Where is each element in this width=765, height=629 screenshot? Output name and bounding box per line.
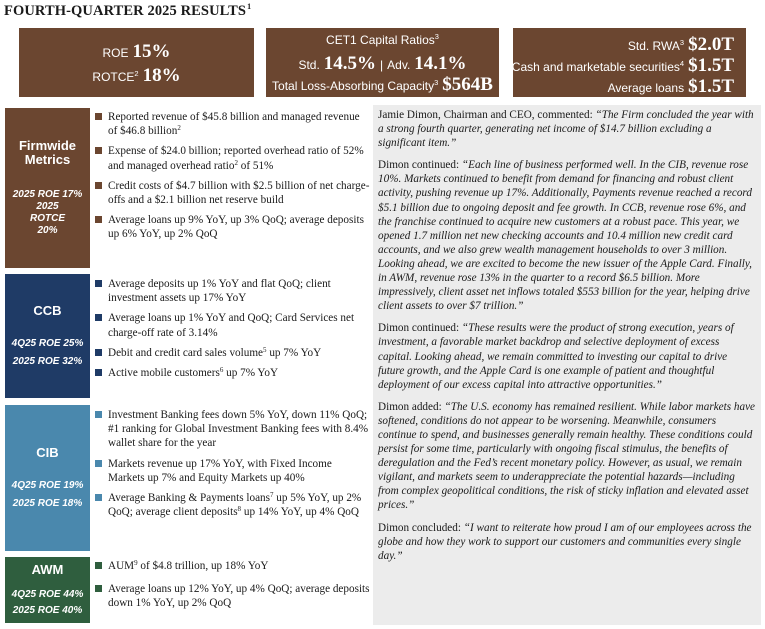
cash-value: $1.5T — [688, 55, 734, 76]
awm-bullets — [94, 559, 370, 617]
segment-awm: AWM 4Q25 ROE 44% 2025 ROE 40% — [5, 557, 90, 623]
list-item: Average loans up 12% YoY, up 4% QoQ; average deposits down 1% YoY, up 2% QoQ — [94, 582, 370, 610]
rotce-row: ROTCE$^2$ 18% — [92, 65, 181, 86]
list-item: Investment Banking fees down 5% YoY, down 11% QoQ; #1 ranking for Global Investment Banking fees with 8.4% wallet share for the year — [94, 408, 370, 451]
page-title: FOURTH-QUARTER 2025 RESULTS$^1$ — [4, 2, 252, 19]
quote-paragraph: Dimon continued: “Each line of business performed well. In the CIB, revenue rose 10%. Markets continued to benefit from demand for financing and robust client activity, pushing revenue up 17%. Additionally, Payments revenue reached a record $5.1 billion due to ongoing deposit and fee growth. In CCB, revenue rose 6%, and the franchise continued to acquire new customers at a robust pace. This year, we opened 1.7 million net new checking accounts and 10.4 million new credit card accounts, and we also grew wealth management households to over 3 million. Looking ahead, we are excited to become the new issuer of the Apple Card. Finally, in AWM, revenue rose 13% in the quarter to a record $6.5 billion. More impressively, client asset net inflows totaled $553 billion for the year, helping drive client assets to over $7 trillion.” — [378, 159, 752, 313]
rwa-row: Std. RWA$^3$ $2.0T — [627, 34, 734, 55]
segment-ccb: CCB 4Q25 ROE 25% 2025 ROE 32% — [5, 274, 90, 398]
tlac-row: Total Loss-Absorbing Capacity$^3$ $564B — [272, 74, 493, 95]
cet1-std-value: 14.5% — [323, 53, 377, 74]
kpi-box-returns — [19, 28, 254, 97]
list-item: Average Banking & Payments loans$^7$ up 5% YoY, up 2% QoQ; average client deposits$^8$ up 14% YoY, up 4% QoQ — [94, 491, 370, 519]
list-item: Average loans up 9% YoY, up 3% QoQ; average deposits up 6% YoY, up 2% QoQ — [94, 213, 370, 241]
quote-paragraph: Dimon concluded: “I want to reiterate how proud I am of our employees across the globe and how they work to support our customers and communities every single day.” — [378, 521, 752, 562]
quote-paragraph: Dimon added: “The U.S. economy has remained resilient. While labor markets have softened, conditions do not appear to be worsening. Meanwhile, consumers continue to spend, and businesses generally remain healthy. These conditions could persist for some time, particularly with ongoing fiscal stimulus, the benefits of deregulation and the Fed’s recent monetary policy. However, as usual, we remain vigilant, and markets seem to underappreciate the potential hazards—including from complex geopolitical conditions, the risk of sticky inflation and elevated asset prices.” — [378, 400, 756, 512]
segment-cib: CIB 4Q25 ROE 19% 2025 ROE 18% — [5, 405, 90, 551]
rwa-value: $2.0T — [688, 34, 734, 55]
list-item: Debit and credit card sales volume$^5$ up 7% YoY — [94, 346, 370, 360]
firmwide-bullets — [94, 110, 370, 248]
cet1-adv-value: 14.1% — [414, 53, 467, 74]
tlac-value: $564B — [442, 74, 493, 95]
list-item: AUM$^9$ of $4.8 trillion, up 18% YoY — [94, 559, 370, 573]
cet1-values-row: Std. 14.5% | Adv. 14.1% — [298, 53, 467, 74]
cash-row: Cash and marketable securities$^4$ $1.5T — [511, 55, 734, 76]
roe-row: ROE 15% — [102, 41, 171, 62]
segment-firmwide: Firmwide Metrics 2025 ROE 17% 2025 ROTCE 20% — [5, 108, 90, 268]
list-item: Markets revenue up 17% YoY, with Fixed Income Markets up 7% and Equity Markets up 40% — [94, 457, 370, 485]
quote-paragraph: Dimon continued: “These results were the product of strong execution, years of investment, a favorable market backdrop and selective deployment of excess capital. Looking ahead, we remain committed to investing our capital to drive future growth, and the Apple Card is one example of patient and thoughtful deployment of our excess capital into attractive opportunities.” — [378, 322, 734, 391]
list-item: Average deposits up 1% YoY and flat QoQ; client investment assets up 17% YoY — [94, 277, 370, 305]
avg-loans-row: Average loans $1.5T — [607, 76, 734, 97]
list-item: Credit costs of $4.7 billion with $2.5 billion of net charge-offs and a $2.1 billion net reserve build — [94, 179, 370, 207]
cet1-label-row: CET1 Capital Ratios$^3$ — [326, 32, 439, 47]
avg-loans-value: $1.5T — [688, 76, 734, 97]
cib-bullets — [94, 408, 370, 525]
roe-value: 15% — [132, 41, 171, 62]
kpi-box-capital — [266, 28, 499, 97]
ccb-bullets — [94, 277, 370, 386]
kpi-box-balance-sheet — [513, 28, 746, 97]
quote-paragraph: Jamie Dimon, Chairman and CEO, commented: “The Firm concluded the year with a strong fourth quarter, generating net income of $14.7 billion excluding a significant item.” — [378, 109, 754, 150]
list-item: Expense of $24.0 billion; reported overhead ratio of 52% and managed overhead ratio$^2$ of 51% — [94, 144, 370, 172]
rotce-value: 18% — [142, 65, 181, 86]
ceo-commentary-panel — [373, 105, 761, 625]
list-item: Reported revenue of $45.8 billion and managed revenue of $46.8 billion$^2$ — [94, 110, 370, 138]
list-item: Active mobile customers$^6$ up 7% YoY — [94, 366, 370, 380]
list-item: Average loans up 1% YoY and QoQ; Card Services net charge-off rate of 3.14% — [94, 311, 370, 339]
